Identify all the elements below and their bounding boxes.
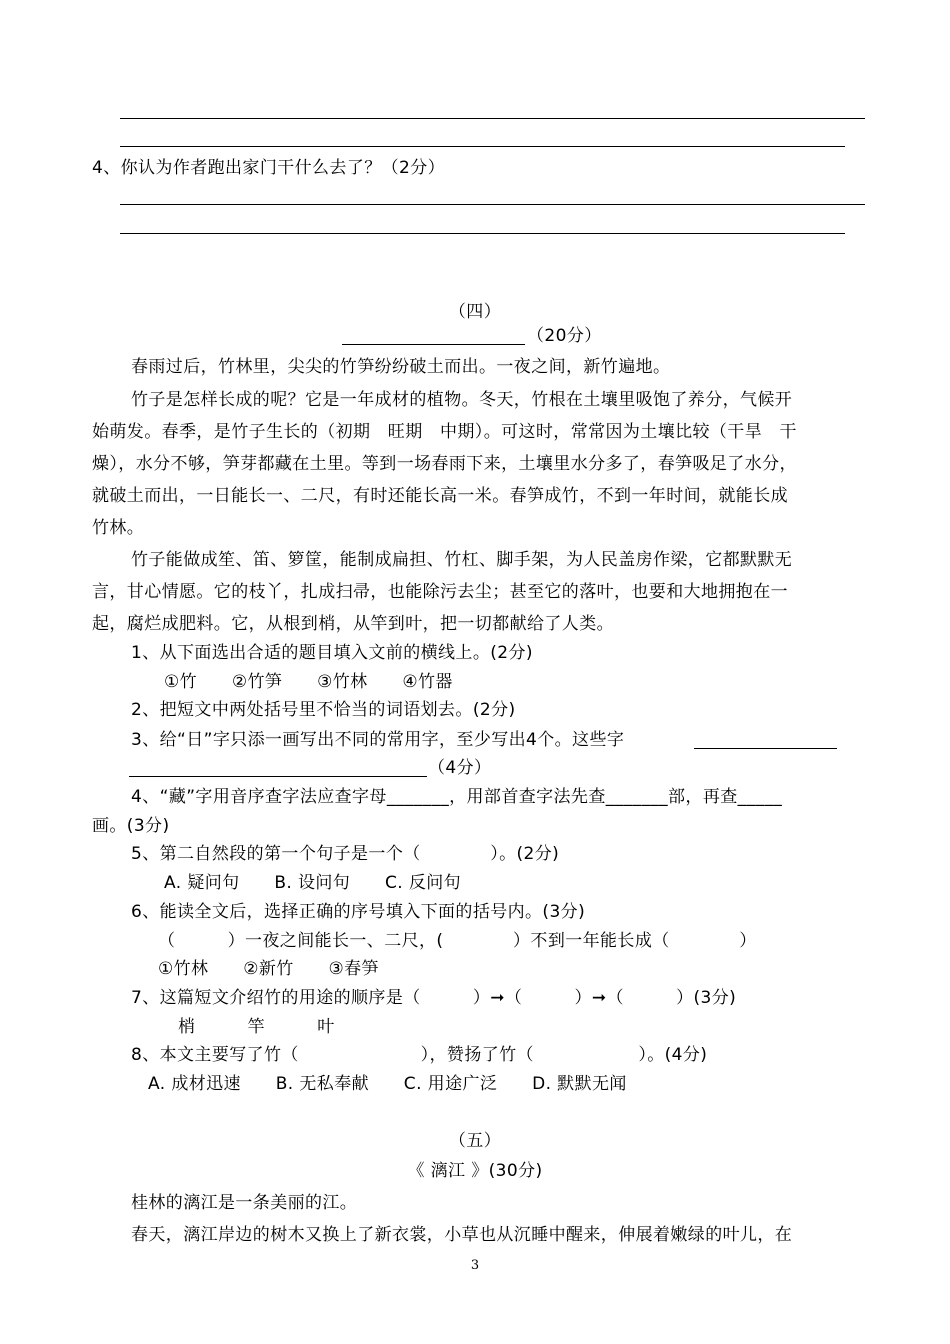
section-score: （20分） (527, 326, 602, 346)
question-7: 7、这篇短文介绍竹的用途的顺序是（ ）➞（ ）➞（ ）(3分) (131, 988, 737, 1008)
question-8-options: A. 成材迅速 B. 无私奉献 C. 用途广泛 D. 默默无闻 (148, 1074, 627, 1094)
paragraph-line: 始萌发。春季，是竹子生长的（初期 旺期 中期）。可这时，常常因为土壤比较（干旱 干 (92, 422, 797, 442)
question-8: 8、本文主要写了竹（ ），赞扬了竹（ ）。(4分) (131, 1045, 708, 1065)
question-3-score: （4分） (428, 758, 492, 778)
question-7-options: 梢 竿 叶 (178, 1017, 335, 1037)
paragraph-line: 桂林的漓江是一条美丽的江。 (131, 1193, 358, 1213)
paragraph-line: 竹子能做成笙、笛、箩筐，能制成扁担、竹杠、脚手架，为人民盖房作梁，它都默默无 (131, 550, 793, 570)
answer-line (120, 118, 865, 119)
section-number: （五） (448, 1131, 502, 1151)
answer-line (120, 204, 865, 205)
page-number: 3 (470, 1258, 480, 1273)
paragraph-line: 春雨过后，竹林里，尖尖的竹笋纷纷破土而出。一夜之间，新竹遍地。 (131, 357, 671, 377)
question-6-blanks: （ ）一夜之间能长一、二尺，( ）不到一年能长成（ ） (158, 931, 757, 951)
question-3: 3、给“日”字只添一画写出不同的常用字，至少写出4个。这些字 (131, 730, 625, 750)
question-5-options: A. 疑问句 B. 设问句 C. 反问句 (164, 873, 462, 893)
question-4-cont: 画。(3分) (92, 816, 170, 836)
section-number: （四） (448, 302, 502, 322)
paragraph-line: 春天，漓江岸边的树木又换上了新衣裳，小草也从沉睡中醒来，伸展着嫩绿的叶儿，在 (131, 1225, 793, 1245)
paragraph-line: 竹林。 (92, 518, 145, 538)
question-4-sec4: 4、“藏”字用音序查字法应查字母_______，用部首查字法先查_______部，再查_____ (131, 787, 783, 807)
answer-line (694, 748, 837, 749)
paragraph-line: 就破土而出，一日能长一、二尺，有时还能长高一米。春笋成竹，不到一年时间，就能长成 (92, 486, 788, 506)
paragraph-line: 燥），水分不够，笋芽都藏在土里。等到一场春雨下来，土壤里水分多了，春笋吸足了水分， (92, 454, 797, 474)
question-1: 1、从下面选出合适的题目填入文前的横线上。(2分) (131, 643, 533, 663)
question-2: 2、把短文中两处括号里不恰当的词语划去。(2分) (131, 700, 516, 720)
question-1-options: ①竹 ②竹笋 ③竹林 ④竹器 (164, 672, 453, 692)
paragraph-line: 言，甘心情愿。它的枝丫，扎成扫帚，也能除污去尘；甚至它的落叶，也要和大地拥抱在一 (92, 582, 788, 602)
question-6-options: ①竹林 ②新竹 ③春笋 (158, 959, 379, 979)
paragraph-line: 起，腐烂成肥料。它，从根到梢，从竿到叶，把一切都献给了人类。 (92, 614, 614, 634)
question-6: 6、能读全文后，选择正确的序号填入下面的括号内。(3分) (131, 902, 586, 922)
answer-line (120, 233, 845, 234)
paragraph-line: 竹子是怎样长成的呢？它是一年成材的植物。冬天，竹根在土壤里吸饱了养分，气候开 (131, 390, 793, 410)
question-5: 5、第二自然段的第一个句子是一个（ ）。(2分) (131, 844, 560, 864)
title-blank-line (342, 344, 525, 345)
answer-line (129, 776, 427, 777)
section-title: 《 漓江 》(30分) (407, 1161, 543, 1181)
question-4: 4、你认为作者跑出家门干什么去了？（2分） (92, 158, 446, 178)
answer-line (120, 146, 845, 147)
